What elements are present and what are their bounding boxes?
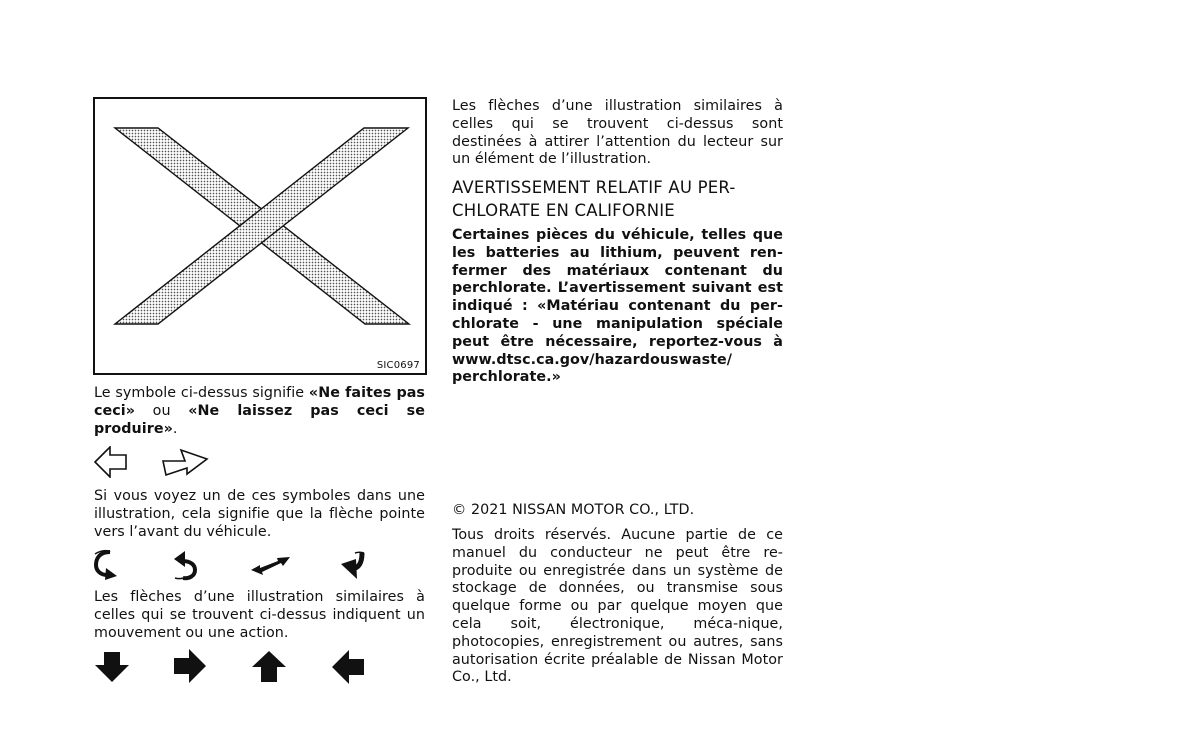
attention-arrow-paragraph: Les flèches d’une illustration similaires à celles qui se trouvent ci-dessus sont destinées à attirer l’attention du lecteur sur un élément de l’illustration. bbox=[452, 98, 783, 168]
prohibition-figure bbox=[93, 97, 427, 375]
solid-up-arrow-icon bbox=[251, 650, 287, 683]
caption-text: Le symbole ci-dessus signifie bbox=[94, 385, 309, 401]
curved-arrow-down-icon bbox=[340, 551, 368, 581]
perchlorate-warning-body: Certaines pièces du véhicule, telles que les batteries au lithium, peuvent ren-fermer des matériaux contenant du perchlorate. L’avertissement suivant est indiqué : «Matériau contenant du per-chlorate - une manipulation spéciale peut être nécessaire, reportez-vous à www.dtsc.ca.gov/hazardouswaste/ perchlorate.» bbox=[452, 227, 783, 386]
movement-arrow-paragraph: Les flèches d’une illustration similaires à celles qui se trouvent ci-dessus indiquent un mouvement ou une action. bbox=[94, 589, 425, 641]
outline-left-arrow-icon bbox=[94, 446, 128, 478]
curved-arrow-left-icon bbox=[92, 549, 120, 581]
caption-emphasis: «Ne laissez pas ceci se produire» bbox=[94, 402, 425, 437]
prohibition-cross-icon bbox=[95, 99, 425, 373]
front-arrow-paragraph: Si vous voyez un de ces symboles dans une illustration, cela signifie que la flèche pointe vers l’avant du véhicule. bbox=[94, 488, 425, 540]
curved-arrow-up-icon bbox=[172, 549, 200, 581]
solid-right-arrow-icon bbox=[173, 649, 207, 683]
rights-reserved-paragraph: Tous droits réservés. Aucune partie de ce manuel du conducteur ne peut être re-produite ou enregistrée dans un système de stockage de données, ou transmise sous quelque forme ou par quelque moyen que cela soit, électronique, méca-nique, photocopies, enregistrement ou autres, sans autorisation écrite préalable de Nissan Motor Co., Ltd. bbox=[452, 527, 783, 686]
outline-diagonal-arrow-icon bbox=[161, 447, 209, 477]
double-headed-diagonal-arrow-icon bbox=[250, 553, 292, 577]
figure-caption bbox=[94, 385, 425, 438]
heading-line: AVERTISSEMENT RELATIF AU PER- bbox=[452, 178, 736, 197]
caption-text: . bbox=[172, 420, 178, 437]
caption-text: ou bbox=[135, 402, 189, 419]
caption-emphasis: «Ne faites pas ceci» bbox=[94, 385, 425, 419]
figure-id: SIC0697 bbox=[376, 360, 420, 371]
solid-left-arrow-icon bbox=[331, 650, 365, 684]
perchlorate-warning-heading bbox=[452, 176, 792, 222]
solid-down-arrow-icon bbox=[94, 651, 130, 683]
heading-line: CHLORATE EN CALIFORNIE bbox=[452, 201, 675, 220]
copyright-line: © 2021 NISSAN MOTOR CO., LTD. bbox=[452, 502, 695, 518]
